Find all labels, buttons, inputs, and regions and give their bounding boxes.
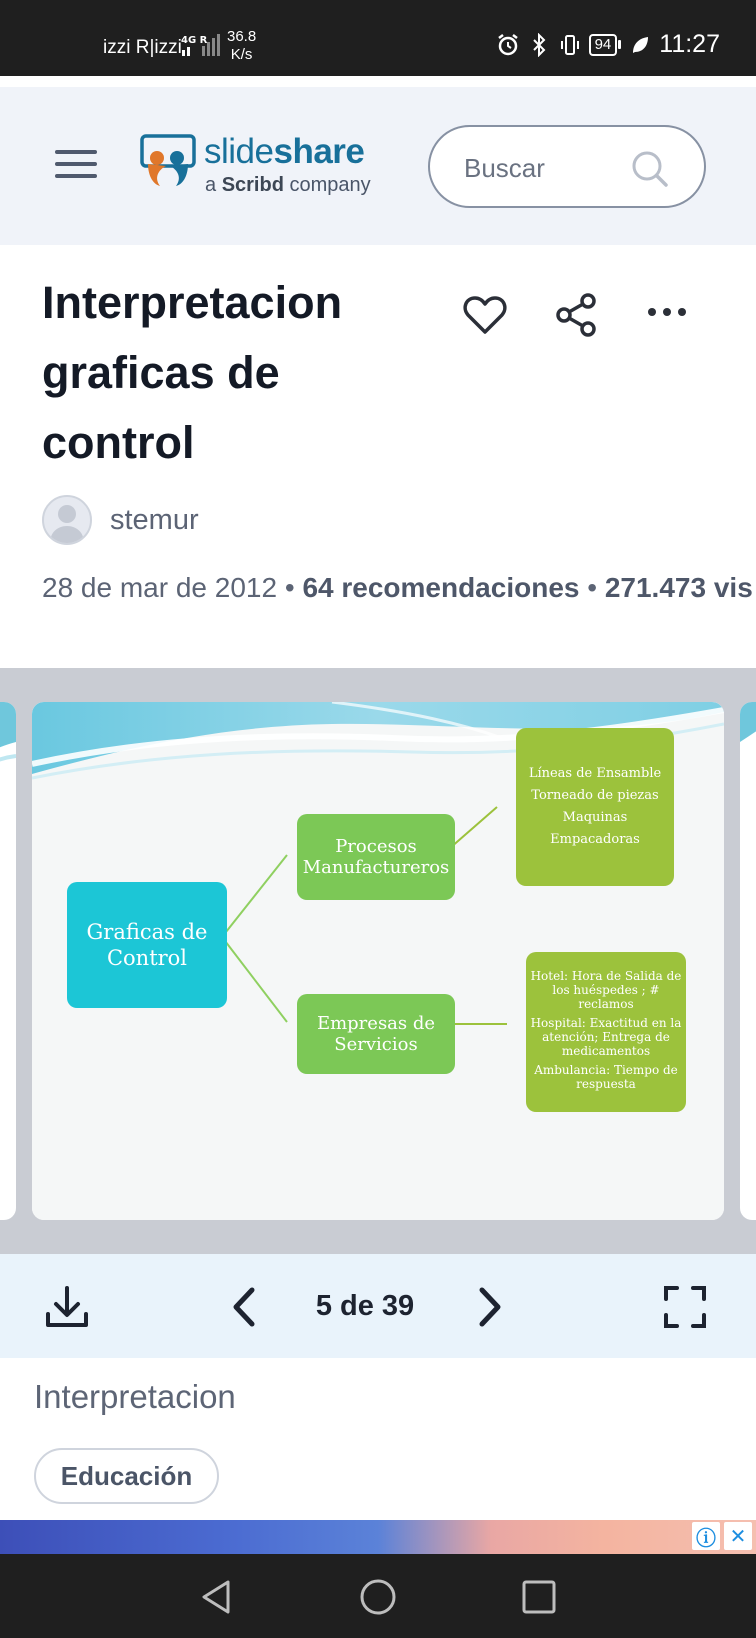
document-meta: 28 de mar de 2012 • 64 recomendaciones • 271.473 vis <box>42 572 753 603</box>
signal-icon <box>180 32 222 60</box>
ad-banner[interactable] <box>0 1520 756 1554</box>
current-slide <box>32 702 724 1220</box>
search-box[interactable] <box>428 125 706 208</box>
publish-date: 28 de mar de 2012 <box>42 572 278 603</box>
diagram-node-manufacturing: Procesos Manufactureros <box>297 814 455 900</box>
menu-button[interactable] <box>55 150 97 180</box>
author-row[interactable] <box>42 494 199 546</box>
avatar[interactable] <box>42 495 92 545</box>
recents-icon[interactable] <box>518 1576 560 1618</box>
carrier-label: izzi R|izzi <box>103 37 182 58</box>
viewer-toolbar <box>0 1254 756 1358</box>
clock: 11:27 <box>659 30 720 58</box>
search-icon[interactable] <box>630 149 670 189</box>
hamburger-icon <box>55 150 97 154</box>
previous-slide-preview[interactable] <box>0 702 16 1220</box>
slideshare-logo-icon <box>140 134 196 192</box>
fullscreen-icon[interactable] <box>662 1284 708 1330</box>
back-icon[interactable] <box>196 1576 238 1618</box>
network-label: 4G R <box>181 35 208 46</box>
diagram-node-root: Graficas de Control <box>67 882 227 1008</box>
user-icon <box>44 497 90 543</box>
bluetooth-icon <box>527 33 551 57</box>
status-bar <box>0 0 756 76</box>
battery-level: 94 <box>589 34 618 56</box>
document-title: Interpretacion graficas de control <box>42 277 343 468</box>
next-slide-preview[interactable] <box>740 702 756 1220</box>
slideshare-logo[interactable] <box>140 132 380 202</box>
more-options-icon[interactable] <box>642 290 692 340</box>
ad-info-icon[interactable]: ⓘ <box>692 1522 720 1550</box>
alarm-icon <box>496 33 520 57</box>
vibrate-icon <box>558 33 582 57</box>
share-icon[interactable] <box>552 290 602 340</box>
home-icon[interactable] <box>357 1576 399 1618</box>
slide-viewer[interactable] <box>0 668 756 1254</box>
recommendations-count: 64 recomendaciones <box>302 572 580 603</box>
category-tag[interactable]: Educación <box>34 1448 219 1504</box>
logo-tagline: a Scribd company <box>205 174 371 196</box>
ad-close-icon[interactable]: ✕ <box>724 1522 752 1550</box>
download-icon[interactable] <box>44 1284 90 1330</box>
system-nav-bar <box>0 1554 756 1638</box>
network-speed: 36.8 K/s <box>227 28 257 63</box>
diagram-node-services-examples: Hotel: Hora de Salida de los huéspedes ; # reclamos Hospital: Exactitud en la atención; Entrega de medicamentos Ambulancia: Tiempo de respuesta <box>526 952 686 1112</box>
document-description: Interpretacion <box>34 1378 236 1415</box>
author-name[interactable]: stemur <box>110 503 199 536</box>
previous-page-icon[interactable] <box>228 1286 258 1328</box>
heart-icon[interactable] <box>460 290 510 340</box>
diagram-node-services: Empresas de Servicios <box>297 994 455 1074</box>
battery-icon <box>589 34 622 56</box>
page-indicator: 5 de 39 <box>315 1290 415 1322</box>
search-input[interactable] <box>464 149 634 187</box>
leaf-icon <box>628 33 652 57</box>
views-count: 271.473 vis <box>604 572 753 603</box>
diagram-node-manufacturing-examples: Líneas de Ensamble Torneado de piezas Maquinas Empacadoras <box>516 728 674 886</box>
logo-wordmark: slideshare <box>204 132 365 171</box>
next-page-icon[interactable] <box>476 1286 506 1328</box>
document-actions <box>460 290 700 340</box>
top-header <box>0 87 756 245</box>
